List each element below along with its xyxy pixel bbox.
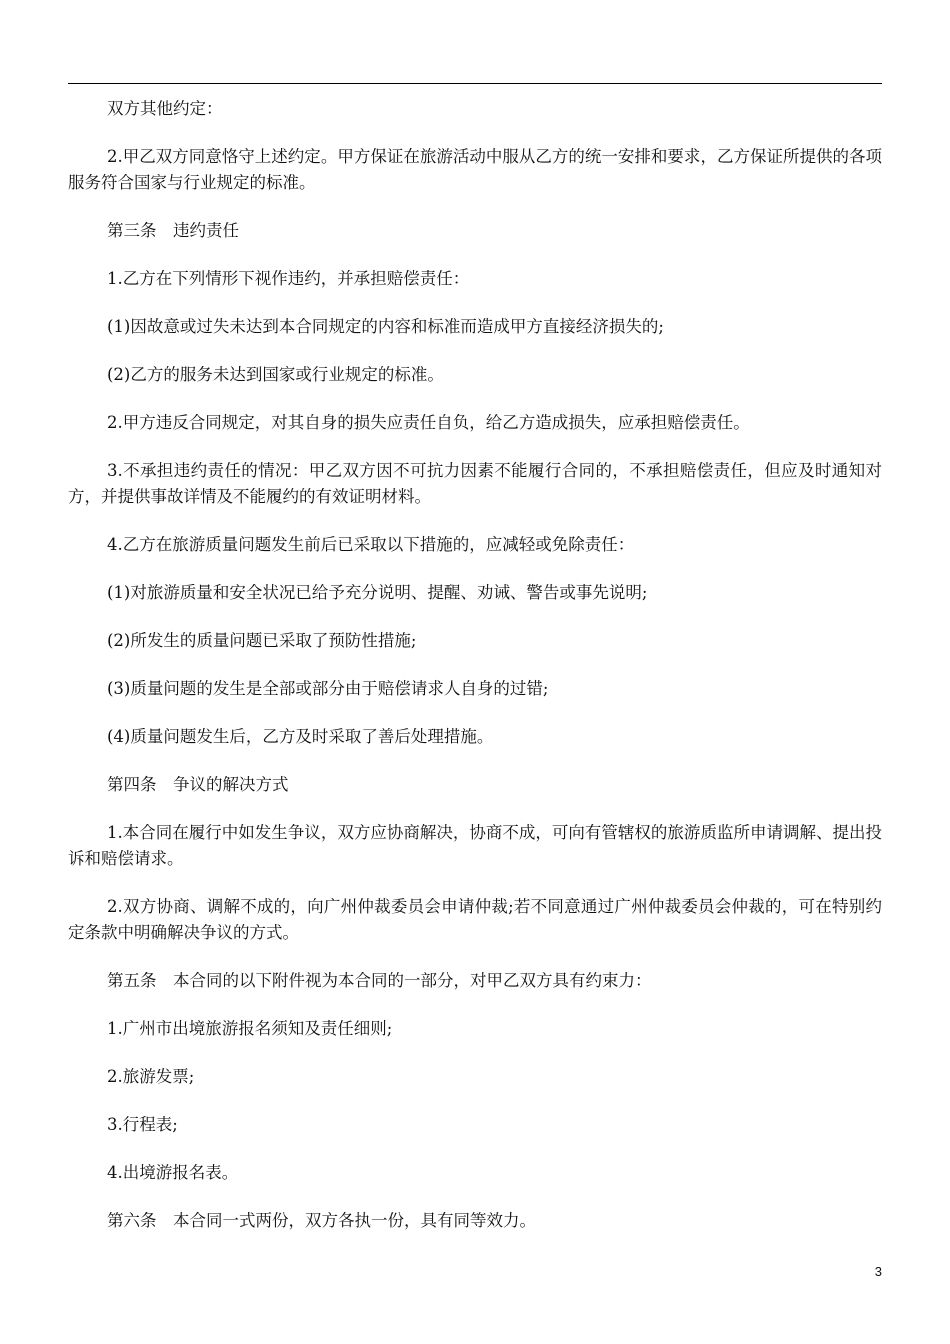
paragraph: 2.双方协商、调解不成的，向广州仲裁委员会申请仲裁;若不同意通过广州仲裁委员会仲裁的，可在特别约定条款中明确解决争议的方式。 xyxy=(68,897,882,942)
list-item: 2.旅游发票; xyxy=(107,1067,195,1086)
list-item: (1)因故意或过失未达到本合同规定的内容和标准而造成甲方直接经济损失的; xyxy=(107,317,664,336)
list-item: (2)乙方的服务未达到国家或行业规定的标准。 xyxy=(107,365,444,384)
paragraph: 1.乙方在下列情形下视作违约，并承担赔偿责任： xyxy=(107,269,470,288)
paragraph: 3.不承担违约责任的情况：甲乙双方因不可抗力因素不能履行合同的，不承担赔偿责任，但应及时通知对方，并提供事故详情及不能履约的有效证明材料。 xyxy=(68,461,882,506)
section-heading: 第四条 争议的解决方式 xyxy=(107,775,289,794)
section-heading: 第六条 本合同一式两份，双方各执一份，具有同等效力。 xyxy=(107,1211,536,1230)
list-item: 3.行程表; xyxy=(107,1115,178,1134)
paragraph: 2.甲乙双方同意恪守上述约定。甲方保证在旅游活动中服从乙方的统一安排和要求，乙方保证所提供的各项服务符合国家与行业规定的标准。 xyxy=(68,147,882,192)
paragraph: 2.甲方违反合同规定，对其自身的损失应责任自负，给乙方造成损失，应承担赔偿责任。 xyxy=(107,413,750,432)
section-heading: 第三条 违约责任 xyxy=(107,221,239,240)
list-item: (2)所发生的质量问题已采取了预防性措施; xyxy=(107,631,417,650)
list-item: (3)质量问题的发生是全部或部分由于赔偿请求人自身的过错; xyxy=(107,679,549,698)
header-rule xyxy=(68,83,882,84)
paragraph: 1.本合同在履行中如发生争议，双方应协商解决，协商不成，可向有管辖权的旅游质监所申请调解、提出投诉和赔偿请求。 xyxy=(68,823,882,868)
section-heading: 第五条 本合同的以下附件视为本合同的一部分，对甲乙双方具有约束力： xyxy=(107,971,652,990)
list-item: (4)质量问题发生后，乙方及时采取了善后处理措施。 xyxy=(107,727,494,746)
paragraph: 4.乙方在旅游质量问题发生前后已采取以下措施的，应减轻或免除责任： xyxy=(107,535,635,554)
list-item: 1.广州市出境旅游报名须知及责任细则; xyxy=(107,1019,393,1038)
paragraph: 双方其他约定： xyxy=(107,99,223,118)
document-body xyxy=(68,88,882,1234)
list-item: 4.出境游报名表。 xyxy=(107,1163,239,1182)
list-item: (1)对旅游质量和安全状况已给予充分说明、提醒、劝诫、警告或事先说明; xyxy=(107,583,648,602)
page-number: 3 xyxy=(874,1264,882,1279)
